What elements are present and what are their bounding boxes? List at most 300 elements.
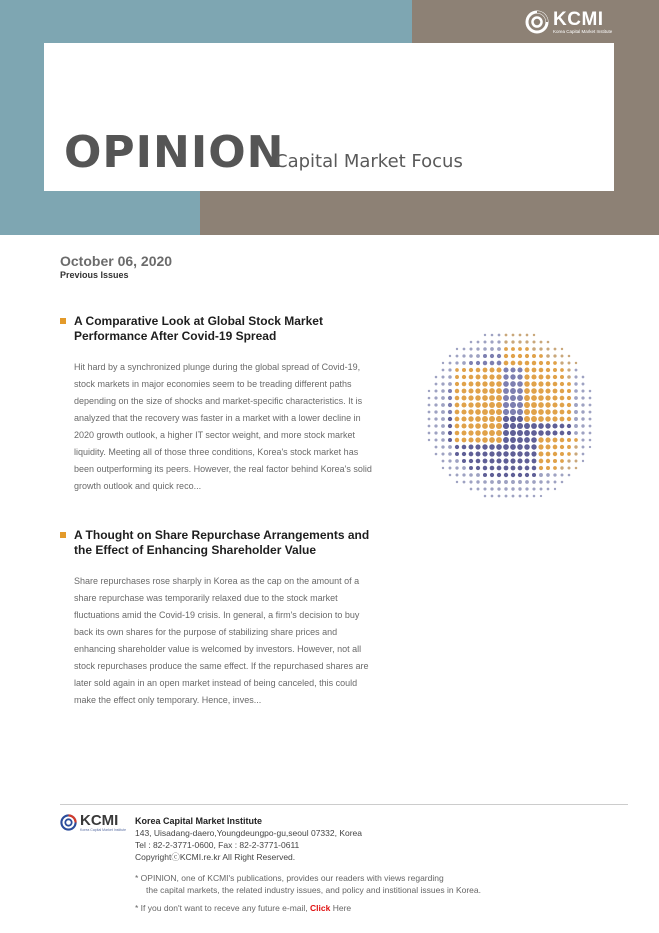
globe-dot xyxy=(441,445,444,448)
globe-dot xyxy=(575,460,578,463)
globe-dot xyxy=(461,423,466,428)
article-title-link[interactable] xyxy=(60,528,390,558)
globe-dot xyxy=(589,411,592,414)
globe-dot xyxy=(560,382,564,386)
globe-dot xyxy=(560,410,565,415)
globe-dot xyxy=(456,355,459,358)
globe-dot xyxy=(448,382,452,386)
globe-dot xyxy=(462,473,465,476)
globe-dot xyxy=(489,395,495,401)
unsubscribe-here: Here xyxy=(332,903,352,913)
globe-dot xyxy=(532,459,537,464)
globe-dot xyxy=(545,416,550,421)
globe-dot xyxy=(525,466,530,471)
globe-dot xyxy=(554,481,557,484)
globe-dot xyxy=(524,437,530,443)
globe-dot xyxy=(496,409,502,415)
globe-dot xyxy=(511,466,516,471)
globe-dot xyxy=(461,409,466,414)
globe-dot xyxy=(455,382,459,386)
globe-dot xyxy=(442,460,445,463)
globe-dot xyxy=(428,425,431,428)
globe-dot xyxy=(504,361,509,366)
globe-dot xyxy=(462,354,465,357)
globe-dot xyxy=(434,389,437,392)
globe-dot xyxy=(524,444,530,450)
globe-dot xyxy=(469,445,474,450)
globe-dot xyxy=(448,438,452,442)
globe-dot xyxy=(490,473,494,477)
globe-dot xyxy=(468,409,473,414)
globe-dot xyxy=(560,438,565,443)
globe-dot xyxy=(469,452,474,457)
globe-dot xyxy=(547,488,550,491)
globe-dot xyxy=(441,452,444,455)
globe-dot xyxy=(589,439,592,442)
globe-dot xyxy=(511,340,514,343)
globe-dot xyxy=(455,424,460,429)
globe-dot xyxy=(532,354,536,358)
globe-dot xyxy=(560,396,565,401)
globe-dot xyxy=(524,381,530,387)
globe-dot xyxy=(581,431,584,434)
globe-dot xyxy=(567,417,571,421)
globe-dot xyxy=(567,438,571,442)
globe-dot xyxy=(462,438,467,443)
globe-dot xyxy=(503,437,509,443)
globe-dot xyxy=(546,375,551,380)
globe-dot xyxy=(539,480,542,483)
globe-dot xyxy=(531,409,537,415)
globe-dot xyxy=(462,361,466,365)
globe-dot xyxy=(455,417,460,422)
globe-dot xyxy=(546,361,550,365)
globe-dot xyxy=(448,417,452,421)
globe-dot xyxy=(581,417,584,420)
globe-dot xyxy=(503,458,508,463)
globe-dot xyxy=(483,459,488,464)
globe-dot xyxy=(496,367,501,372)
globe-dot xyxy=(428,404,431,407)
globe-dot xyxy=(574,431,578,435)
globe-dot xyxy=(511,480,515,484)
globe-dot xyxy=(475,395,481,401)
globe-dot xyxy=(561,474,564,477)
globe-dot xyxy=(553,445,558,450)
article-title[interactable]: A Comparative Look at Global Stock Market Performance After Covid-19 Spread xyxy=(74,314,323,343)
globe-dot xyxy=(477,341,480,344)
globe-dot xyxy=(496,374,501,379)
globe-dot xyxy=(470,488,473,491)
globe-dot xyxy=(538,388,543,393)
globe-dot xyxy=(539,361,543,365)
globe-dot xyxy=(574,417,578,421)
globe-dot xyxy=(526,334,529,337)
globe-dot xyxy=(496,402,502,408)
globe-dot xyxy=(434,438,437,441)
globe-dot xyxy=(497,347,501,351)
globe-dot xyxy=(560,361,563,364)
footer-kcmi-logo xyxy=(60,813,126,833)
globe-dot xyxy=(560,424,565,429)
globe-dot xyxy=(469,361,473,365)
globe-dot xyxy=(539,459,544,464)
globe-dot xyxy=(468,430,473,435)
globe-dot xyxy=(567,382,571,386)
globe-dot xyxy=(517,444,523,450)
globe-dot xyxy=(553,375,557,379)
globe-dot xyxy=(489,381,495,387)
globe-dot xyxy=(482,374,487,379)
globe-dot xyxy=(540,488,543,491)
globe-dot xyxy=(533,495,536,498)
globe-dot xyxy=(575,467,578,470)
footer-publication-note xyxy=(135,872,481,896)
globe-dot xyxy=(456,348,458,350)
globe-dot xyxy=(503,430,509,436)
globe-dot xyxy=(524,395,530,401)
globe-dot xyxy=(503,416,509,422)
globe-dot xyxy=(517,458,522,463)
globe-dot xyxy=(476,459,481,464)
page-subtitle: Capital Market Focus xyxy=(275,151,463,172)
unsubscribe-text: * If you don't want to receve any future e-mail, xyxy=(135,903,308,913)
globe-dot xyxy=(517,430,523,436)
globe-dot xyxy=(510,451,515,456)
globe-dot xyxy=(504,487,507,490)
globe-dot xyxy=(475,402,481,408)
globe-dot xyxy=(441,396,445,400)
globe-dot xyxy=(482,402,488,408)
globe-dot xyxy=(525,480,529,484)
footer-address: 143, Uisadang-daero,Youngdeungpo-gu,seoul 07332, Korea xyxy=(135,828,363,838)
globe-dot xyxy=(475,409,481,415)
globe-dot xyxy=(476,466,480,470)
globe-dot xyxy=(482,388,488,394)
globe-dot xyxy=(517,395,523,401)
globe-dot xyxy=(461,402,466,407)
globe-dot xyxy=(553,389,558,394)
globe-dot xyxy=(496,423,502,429)
globe-dot xyxy=(475,444,480,449)
globe-dot xyxy=(560,403,565,408)
globe-dot xyxy=(482,395,488,401)
globe-dot xyxy=(490,340,493,343)
globe-dot xyxy=(441,417,445,421)
globe-dot xyxy=(531,395,537,401)
globe-dot xyxy=(469,466,473,470)
globe-dot xyxy=(581,403,584,406)
globe-dot xyxy=(469,473,473,477)
globe-dot xyxy=(469,354,473,358)
globe-dot xyxy=(517,423,523,429)
globe-dot xyxy=(554,348,557,351)
globe-dot xyxy=(546,480,549,483)
globe-dot xyxy=(441,431,445,435)
globe-dot xyxy=(489,409,495,415)
globe-dot xyxy=(524,374,529,379)
globe-dot xyxy=(525,354,529,358)
globe-dot xyxy=(553,452,557,456)
globe-dot xyxy=(482,381,487,386)
globe-dot xyxy=(496,458,501,463)
globe-dot xyxy=(455,459,459,463)
previous-issues-link[interactable]: Previous Issues xyxy=(60,270,129,280)
globe-dot xyxy=(490,368,495,373)
globe-dot xyxy=(483,347,487,351)
globe-dot xyxy=(490,480,494,484)
globe-dot xyxy=(546,459,550,463)
globe-dot xyxy=(525,487,528,490)
globe-dot xyxy=(498,495,501,498)
globe-dot xyxy=(574,410,578,414)
article-title-link[interactable] xyxy=(60,314,390,344)
globe-dot xyxy=(497,354,501,358)
globe-dot xyxy=(503,402,509,408)
globe-dot xyxy=(518,466,523,471)
globe-dot xyxy=(560,466,563,469)
globe-dot xyxy=(567,375,571,379)
globe-dot xyxy=(567,431,571,435)
header-blue-band xyxy=(0,0,412,43)
globe-dot xyxy=(538,402,544,408)
globe-dot xyxy=(455,389,459,393)
globe-dot xyxy=(560,459,564,463)
globe-dot xyxy=(568,467,571,470)
globe-dot xyxy=(582,460,584,462)
globe-dot xyxy=(455,410,460,415)
globe-dot xyxy=(476,452,481,457)
globe-dot xyxy=(532,340,535,343)
globe-dot xyxy=(575,369,578,372)
globe-dot xyxy=(448,452,452,456)
globe-dot xyxy=(511,347,515,351)
globe-dot xyxy=(510,395,516,401)
globe-dot xyxy=(461,416,466,421)
globe-dot xyxy=(441,382,444,385)
globe-dot xyxy=(491,495,494,498)
globe-dot xyxy=(448,368,451,371)
globe-dot xyxy=(489,451,494,456)
globe-dot xyxy=(462,452,466,456)
globe-dot xyxy=(512,495,515,498)
globe-dot xyxy=(482,451,487,456)
globe-dot xyxy=(468,395,473,400)
globe-dot xyxy=(532,466,537,471)
footer-copyright: CopyrightⓒKCMI.re.kr All Right Reserved. xyxy=(135,852,296,862)
globe-dot xyxy=(545,402,550,407)
globe-dot xyxy=(441,410,445,414)
globe-dot xyxy=(462,368,466,372)
globe-dot xyxy=(552,409,557,414)
globe-dot xyxy=(575,362,577,364)
globe-dot xyxy=(561,481,564,484)
globe-dot xyxy=(475,437,480,442)
globe-dot xyxy=(462,389,467,394)
globe-dot xyxy=(574,445,577,448)
article-title[interactable]: A Thought on Share Repurchase Arrangements and the Effect of Enhancing Shareholder Value xyxy=(74,528,370,557)
article-summary: Hit hard by a synchronized plunge during the global spread of Covid-19, stock markets in major economies seem to be treading different paths depending on the size of shocks and market-specific characteristics. It is analyzed that the recovery was faster in a market with a lower decline in 2020 growth outlook, a higher IT sector weight, and more stock market liquidity. Meeting all of those three conditions, Korea's stock market has been outperforming its peers. However, the real factor behind Korea's solid growth outlook and quick reco... xyxy=(74,362,372,491)
bullet-icon xyxy=(60,318,66,324)
globe-dot xyxy=(574,389,578,393)
globe-dot xyxy=(568,362,571,365)
globe-dot xyxy=(497,340,500,343)
globe-dot xyxy=(462,445,467,450)
globe-dot xyxy=(525,361,530,366)
globe-dot xyxy=(483,354,487,358)
globe-dot xyxy=(504,473,508,477)
globe-dot xyxy=(462,431,467,436)
globe-dot xyxy=(553,466,557,470)
globe-dot xyxy=(517,409,523,415)
globe-dot xyxy=(532,368,537,373)
globe-dot xyxy=(581,424,584,427)
globe-dot xyxy=(504,340,507,343)
globe-dot xyxy=(589,390,592,393)
globe-dot xyxy=(581,389,584,392)
globe-dot xyxy=(518,361,523,366)
globe-dot xyxy=(546,452,551,457)
footer-note-line: * OPINION, one of KCMI's publications, provides our readers with views regarding xyxy=(135,873,444,883)
globe-dot xyxy=(475,388,480,393)
globe-dot xyxy=(531,381,536,386)
globe-dot xyxy=(517,381,523,387)
globe-dot xyxy=(476,347,479,350)
globe-dot xyxy=(496,381,502,387)
globe-dot xyxy=(533,334,535,336)
dotted-globe-illustration xyxy=(420,326,600,506)
globe-dot xyxy=(539,452,544,457)
footer-contact xyxy=(135,815,362,863)
globe-dot xyxy=(462,459,466,463)
globe-dot xyxy=(455,375,459,379)
globe-dot xyxy=(539,354,543,358)
globe-dot xyxy=(468,416,473,421)
globe-dot xyxy=(428,439,430,441)
globe-dot xyxy=(441,389,445,393)
globe-dot xyxy=(567,445,571,449)
globe-dot xyxy=(483,487,486,490)
globe-dot xyxy=(524,451,529,456)
globe-dot xyxy=(442,362,444,364)
globe-dot xyxy=(581,410,584,413)
globe-dot xyxy=(540,341,543,344)
globe-dot xyxy=(545,437,550,442)
globe-dot xyxy=(532,361,536,365)
globe-dot xyxy=(455,452,459,456)
globe-dot xyxy=(511,361,516,366)
globe-dot xyxy=(581,438,584,441)
globe-dot xyxy=(503,444,509,450)
globe-dot xyxy=(525,368,530,373)
globe-dot xyxy=(448,389,452,393)
globe-dot xyxy=(503,367,508,372)
bullet-icon xyxy=(60,532,66,538)
footer-logo-icon xyxy=(60,814,77,831)
globe-dot xyxy=(497,466,502,471)
globe-dot xyxy=(531,451,536,456)
globe-dot xyxy=(483,361,487,365)
kcmi-logo[interactable] xyxy=(525,8,612,36)
globe-dot xyxy=(489,444,495,450)
globe-dot xyxy=(456,481,458,483)
globe-dot xyxy=(428,432,431,435)
globe-dot xyxy=(526,495,529,498)
globe-dot xyxy=(504,466,509,471)
globe-dot xyxy=(518,480,522,484)
globe-dot xyxy=(525,473,529,477)
globe-dot xyxy=(532,480,536,484)
globe-dot xyxy=(462,375,466,379)
globe-dot xyxy=(560,375,564,379)
globe-dot xyxy=(435,453,438,456)
header-banner xyxy=(0,0,659,235)
globe-dot xyxy=(489,374,494,379)
globe-dot xyxy=(553,459,557,463)
globe-dot xyxy=(503,395,509,401)
globe-dot xyxy=(477,488,480,491)
globe-dot xyxy=(462,396,467,401)
unsubscribe-click-link[interactable]: Click xyxy=(310,903,331,913)
globe-dot xyxy=(525,459,530,464)
globe-dot xyxy=(518,473,522,477)
globe-dot xyxy=(582,453,585,456)
globe-dot xyxy=(448,403,452,407)
globe-dot xyxy=(448,445,452,449)
footer-logo-wordmark: KCMI xyxy=(80,812,119,829)
globe-dot xyxy=(448,459,451,462)
globe-dot xyxy=(519,495,522,498)
globe-dot xyxy=(510,409,516,415)
globe-dot xyxy=(524,423,530,429)
globe-dot xyxy=(476,480,479,483)
globe-dot xyxy=(567,424,571,428)
globe-dot xyxy=(497,487,500,490)
globe-dot xyxy=(553,354,556,357)
globe-dot xyxy=(442,369,445,372)
globe-dot xyxy=(503,381,509,387)
globe-dot xyxy=(463,481,466,484)
globe-dot xyxy=(482,430,488,436)
globe-dot xyxy=(462,382,467,387)
globe-dot xyxy=(484,334,486,336)
globe-dot xyxy=(539,466,543,470)
globe-dot xyxy=(545,409,550,414)
globe-dot xyxy=(463,348,466,351)
globe-dot xyxy=(455,431,460,436)
globe-dot xyxy=(532,487,535,490)
globe-dot xyxy=(468,388,473,393)
globe-dot xyxy=(560,431,565,436)
globe-dot xyxy=(539,473,543,477)
globe-dot xyxy=(560,445,564,449)
globe-dot xyxy=(504,347,508,351)
globe-dot xyxy=(475,381,480,386)
globe-dot xyxy=(428,390,430,392)
globe-dot xyxy=(490,466,495,471)
globe-dot xyxy=(545,395,550,400)
globe-dot xyxy=(476,361,480,365)
globe-dot xyxy=(510,367,515,372)
kcmi-logo-icon xyxy=(525,10,549,34)
globe-dot xyxy=(532,473,536,477)
globe-dot xyxy=(524,409,530,415)
globe-dot xyxy=(484,495,487,498)
globe-dot xyxy=(482,437,488,443)
globe-dot xyxy=(483,480,487,484)
globe-dot xyxy=(567,368,570,371)
globe-dot xyxy=(546,354,550,358)
